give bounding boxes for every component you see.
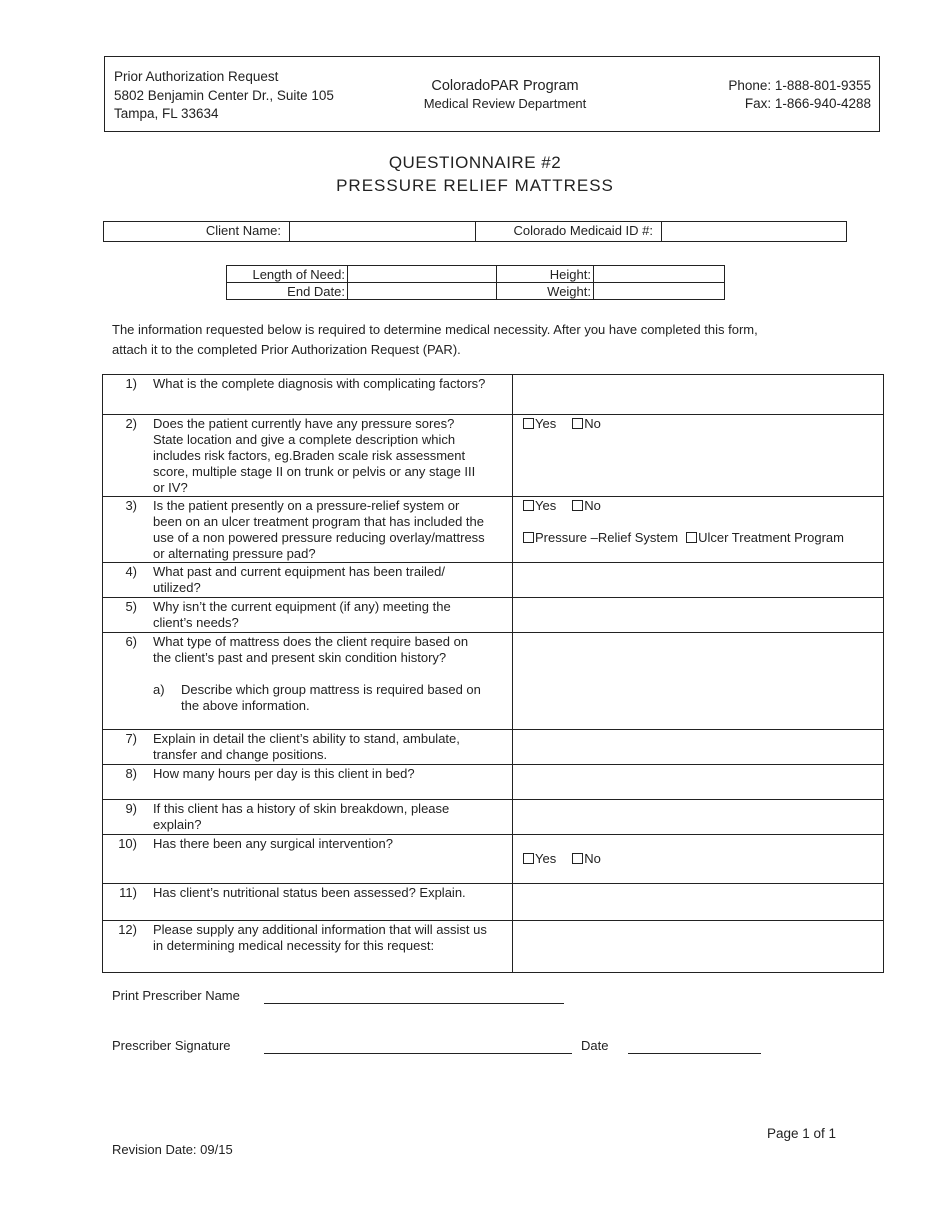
- question-text: Does the patient currently have any pressure sores? State location and give a complete description which includes risk factors, eg.Braden scale risk assessment score, multiple stage II on trunk or pelvis or any stage III or IV?: [153, 416, 476, 495]
- need-table: [226, 265, 725, 300]
- no-checkbox[interactable]: [572, 853, 583, 864]
- answer-field-5[interactable]: [513, 598, 884, 633]
- question-row: [103, 563, 884, 598]
- medicaid-id-label: Colorado Medicaid ID #:: [476, 222, 662, 241]
- question-number: 3): [125, 498, 137, 513]
- page-number: Page 1 of 1: [767, 1126, 837, 1141]
- question-row: [103, 497, 884, 563]
- question-text: Why isn’t the current equipment (if any) meeting the client’s needs?: [153, 599, 451, 630]
- pressure-relief-label: Pressure –Relief System: [535, 530, 679, 545]
- client-name-label: Client Name:: [104, 222, 290, 241]
- question-text: Please supply any additional information that will assist us in determining medical necessity for this request:: [153, 922, 487, 953]
- end-date-field[interactable]: [348, 283, 497, 300]
- sub-question-text: Describe which group mattress is required based on the above information.: [181, 682, 481, 713]
- yes-checkbox[interactable]: [523, 418, 534, 429]
- phone-number: Phone: 1-888-801-9355: [728, 78, 871, 93]
- yes-label: Yes: [535, 498, 557, 513]
- height-field[interactable]: [594, 266, 725, 283]
- question-row: [103, 800, 884, 835]
- date-label: Date: [581, 1038, 609, 1053]
- answer-field-6[interactable]: [513, 633, 884, 730]
- question-text: What past and current equipment has been trailed/ utilized?: [153, 564, 445, 595]
- question-number: 5): [125, 599, 137, 614]
- answer-field-1[interactable]: [513, 375, 884, 415]
- yes-checkbox[interactable]: [523, 500, 534, 511]
- question-row: [103, 921, 884, 973]
- pressure-relief-checkbox[interactable]: [523, 532, 534, 543]
- question-number: 6): [125, 634, 137, 649]
- answer-field-3: [513, 497, 884, 563]
- ulcer-treatment-checkbox[interactable]: [686, 532, 697, 543]
- prescriber-name-line[interactable]: [264, 1002, 564, 1004]
- question-number: 2): [125, 416, 137, 431]
- length-of-need-field[interactable]: [348, 266, 497, 283]
- question-text: Has client’s nutritional status been assessed? Explain.: [153, 885, 466, 900]
- question-number: 10): [118, 836, 137, 851]
- end-date-label: End Date:: [227, 283, 348, 300]
- address-line-2: 5802 Benjamin Center Dr., Suite 105: [114, 87, 334, 103]
- intro-line-1: The information requested below is required to determine medical necessity. After you have completed this form,: [112, 322, 758, 337]
- answer-field-2: [513, 415, 884, 497]
- question-text: Is the patient presently on a pressure-relief system or been on an ulcer treatment program that has included the use of a non powered pressure reducing overlay/mattress or alternating pressure pad?: [153, 498, 485, 561]
- answer-field-9[interactable]: [513, 800, 884, 835]
- department-name: Medical Review Department: [423, 96, 587, 111]
- medicaid-id-field[interactable]: [662, 222, 846, 241]
- ulcer-treatment-label: Ulcer Treatment Program: [698, 530, 844, 545]
- no-label: No: [584, 851, 601, 866]
- question-number: 12): [118, 922, 137, 937]
- program-name: ColoradoPAR Program: [431, 78, 579, 94]
- address-block: [114, 68, 334, 124]
- weight-field[interactable]: [594, 283, 725, 300]
- intro-text: [112, 320, 852, 360]
- question-number: 4): [125, 564, 137, 579]
- date-line[interactable]: [628, 1052, 761, 1054]
- client-name-field[interactable]: [290, 222, 476, 241]
- answer-field-11[interactable]: [513, 884, 884, 921]
- form-title: QUESTIONNAIRE #2: [388, 153, 562, 172]
- question-row: [103, 633, 884, 730]
- intro-line-2: attach it to the completed Prior Authorization Request (PAR).: [112, 342, 461, 357]
- program-block: [405, 77, 605, 113]
- length-of-need-label: Length of Need:: [227, 266, 348, 283]
- questions-table: [102, 374, 884, 973]
- sub-question-label: a): [153, 682, 165, 697]
- yes-label: Yes: [535, 416, 557, 431]
- address-line-3: Tampa, FL 33634: [114, 106, 219, 121]
- prescriber-signature-label: Prescriber Signature: [112, 1038, 231, 1053]
- prescriber-signature-line[interactable]: [264, 1052, 572, 1054]
- yes-checkbox[interactable]: [523, 853, 534, 864]
- answer-field-8[interactable]: [513, 765, 884, 800]
- header-box: [104, 56, 880, 132]
- question-number: 7): [125, 731, 137, 746]
- address-line-1: Prior Authorization Request: [114, 69, 279, 84]
- question-text: What type of mattress does the client require based on the client’s past and present skin condition history?: [153, 634, 469, 665]
- revision-date: Revision Date: 09/15: [112, 1142, 233, 1157]
- question-text: Has there been any surgical intervention?: [153, 836, 393, 851]
- question-number: 9): [125, 801, 137, 816]
- question-row: [103, 835, 884, 884]
- question-row: [103, 884, 884, 921]
- answer-field-4[interactable]: [513, 563, 884, 598]
- prescriber-name-label: Print Prescriber Name: [112, 988, 240, 1003]
- question-number: 1): [125, 376, 137, 391]
- fax-number: Fax: 1-866-940-4288: [744, 96, 871, 111]
- question-row: [103, 765, 884, 800]
- no-checkbox[interactable]: [572, 500, 583, 511]
- question-number: 11): [119, 885, 137, 900]
- form-subtitle: PRESSURE RELIEF MATTRESS: [336, 176, 614, 195]
- question-text: Explain in detail the client’s ability to stand, ambulate, transfer and change positions.: [153, 731, 460, 762]
- client-row: [103, 221, 847, 242]
- question-row: [103, 598, 884, 633]
- question-text: How many hours per day is this client in bed?: [153, 766, 415, 781]
- no-label: No: [584, 498, 601, 513]
- question-text: If this client has a history of skin breakdown, please explain?: [153, 801, 450, 832]
- yes-label: Yes: [535, 851, 557, 866]
- question-row: [103, 730, 884, 765]
- no-label: No: [584, 416, 601, 431]
- question-row: [103, 415, 884, 497]
- question-row: [103, 375, 884, 415]
- weight-label: Weight:: [497, 283, 594, 300]
- no-checkbox[interactable]: [572, 418, 583, 429]
- answer-field-12[interactable]: [513, 921, 884, 973]
- contact-block: [728, 77, 871, 113]
- answer-field-10: [513, 835, 884, 884]
- question-number: 8): [125, 766, 137, 781]
- question-text: What is the complete diagnosis with complicating factors?: [153, 376, 486, 391]
- height-label: Height:: [497, 266, 594, 283]
- answer-field-7[interactable]: [513, 730, 884, 765]
